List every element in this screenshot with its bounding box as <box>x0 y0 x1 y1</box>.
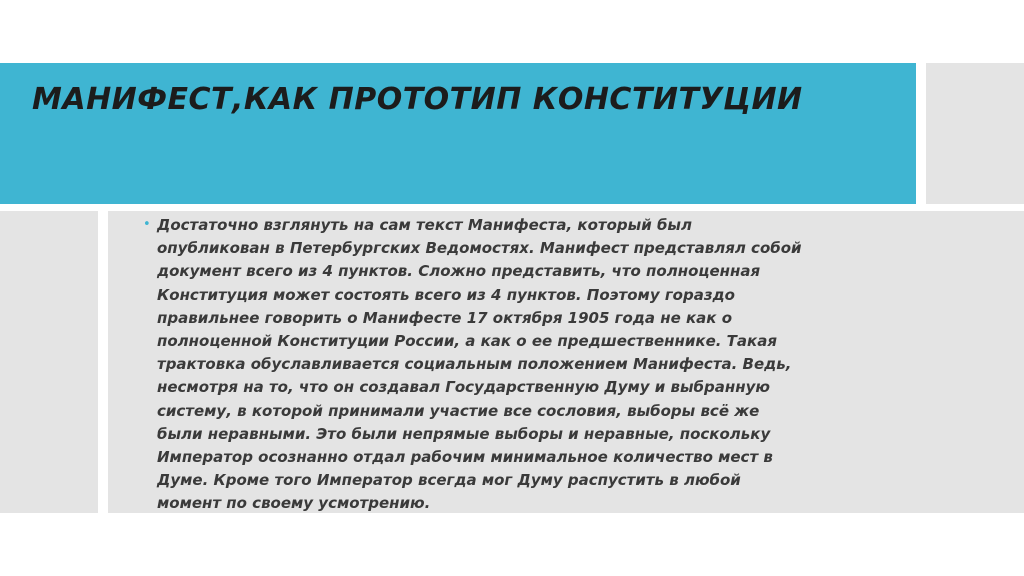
text-line: полноценной Конституции России, а как о ее предшественнике. Такая <box>157 332 777 351</box>
text-line: момент по своему усмотрению. <box>157 494 431 513</box>
text-line: опубликован в Петербургских Ведомостях. Манифест представлял собой <box>157 239 802 258</box>
slide-title: МАНИФЕСТ,КАК ПРОТОТИП КОНСТИТУЦИИ <box>32 82 803 117</box>
title-side-panel <box>926 63 1024 204</box>
bullet-text <box>157 214 872 516</box>
text-line: Конституция может состоять всего из 4 пунктов. Поэтому гораздо <box>157 285 735 304</box>
text-line: несмотря на то, что он создавал Государственную Думу и выбранную <box>157 378 770 397</box>
text-line: были неравными. Это были непрямые выборы и неравные, поскольку <box>157 424 771 443</box>
bullet-icon: • <box>143 217 151 232</box>
text-line: Император осознанно отдал рабочим минимальное количество мест в <box>157 448 773 467</box>
text-line: систему, в которой принимали участие все сословия, выборы всё же <box>157 401 760 420</box>
text-line: трактовка обуславливается социальным положением Манифеста. Ведь, <box>157 355 792 374</box>
text-line: Думе. Кроме того Император всегда мог Думу распустить в любой <box>157 471 741 490</box>
text-line: правильнее говорить о Манифесте 17 октября 1905 года не как о <box>157 308 733 327</box>
left-side-panel <box>0 211 98 513</box>
text-line: документ всего из 4 пунктов. Сложно представить, что полноценная <box>157 262 761 281</box>
text-line: Достаточно взглянуть на сам текст Манифеста, который был <box>157 216 692 234</box>
